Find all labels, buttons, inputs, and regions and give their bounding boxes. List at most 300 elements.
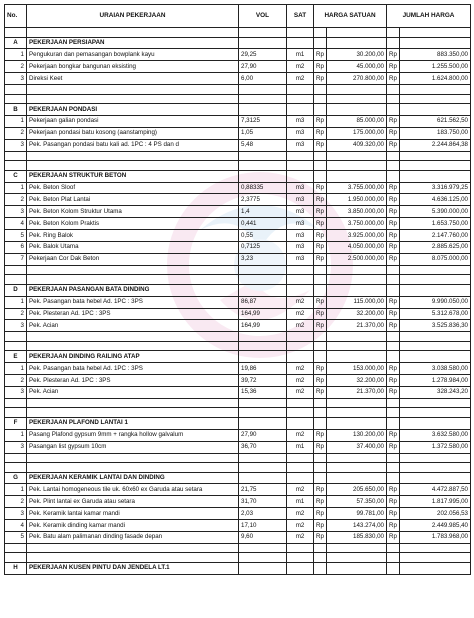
item-no: 1 [5,49,27,61]
item-unit-price: 57.350,00 [327,496,387,508]
item-unit-price: 32.200,00 [327,375,387,387]
item-unit: m2 [287,363,314,375]
item-no: 2 [5,308,27,320]
header-no: No. [5,5,27,28]
item-no: 4 [5,520,27,532]
empty-cell [400,104,471,116]
empty-cell [287,562,314,574]
section-title: PEKERJAAN KERAMIK LANTAI DAN DINDING [27,472,239,484]
item-price-currency: Rp [314,508,327,520]
item-description: Pek. Beton Kolom Praktis [27,218,239,230]
item-description: Pek. Beton Sloof [27,182,239,194]
empty-cell [239,104,287,116]
table-row [5,230,471,242]
item-unit-price: 3.850.000,00 [327,206,387,218]
item-unit-price: 4.050.000,00 [327,241,387,253]
item-total-price: 328.243,20 [400,386,471,398]
item-unit-price: 185.830,00 [327,532,387,544]
item-unit: m2 [287,532,314,544]
item-price-currency: Rp [314,49,327,61]
empty-cell [239,284,287,296]
item-unit-price: 153.000,00 [327,363,387,375]
item-total-currency: Rp [387,429,400,441]
section-title: PEKERJAAN STRUKTUR BETON [27,170,239,182]
item-unit: m2 [287,484,314,496]
table-row [5,508,471,520]
section-header-row [5,37,471,49]
table-row [5,182,471,194]
item-unit: m2 [287,296,314,308]
item-total-currency: Rp [387,230,400,242]
empty-cell [287,472,314,484]
empty-cell [400,562,471,574]
section-title: PEKERJAAN PLAFOND LANTAI 1 [27,417,239,429]
empty-cell [314,284,327,296]
section-letter: G [5,472,27,484]
empty-cell [314,351,327,363]
item-description: Pek. Plesteran Ad. 1PC : 3PS [27,375,239,387]
item-total-price: 3.038.580,00 [400,363,471,375]
empty-cell [400,37,471,49]
section-header-row [5,284,471,296]
empty-cell [239,417,287,429]
item-description: Pasangan list gypsum 10cm [27,441,239,453]
item-unit: m3 [287,241,314,253]
item-volume: 27,90 [239,429,287,441]
item-volume: 86,87 [239,296,287,308]
item-total-currency: Rp [387,194,400,206]
section-header-row [5,104,471,116]
empty-cell [314,417,327,429]
empty-cell [239,37,287,49]
item-unit-price: 3.750.000,00 [327,218,387,230]
item-unit-price: 409.320,00 [327,139,387,151]
item-volume: 27,90 [239,61,287,73]
table-row [5,206,471,218]
item-total-price: 8.075.000,00 [400,253,471,265]
item-unit: m3 [287,194,314,206]
item-unit-price: 270.800,00 [327,73,387,85]
item-volume: 36,70 [239,441,287,453]
item-total-currency: Rp [387,139,400,151]
table-row [5,441,471,453]
item-price-currency: Rp [314,241,327,253]
item-no: 1 [5,182,27,194]
spacer-row [5,332,471,342]
item-unit-price: 32.200,00 [327,308,387,320]
item-price-currency: Rp [314,532,327,544]
section-title: PEKERJAAN KUSEN PINTU DAN JENDELA LT.1 [27,562,239,574]
spacer-row [5,275,471,285]
empty-cell [239,170,287,182]
item-unit-price: 205.650,00 [327,484,387,496]
item-unit: m3 [287,182,314,194]
item-total-price: 883.350,00 [400,49,471,61]
table-row [5,61,471,73]
item-no: 2 [5,496,27,508]
table-row [5,253,471,265]
item-no: 1 [5,484,27,496]
item-price-currency: Rp [314,441,327,453]
item-total-price: 1.278.984,00 [400,375,471,387]
table-row [5,218,471,230]
item-no: 1 [5,363,27,375]
spacer-row [5,85,471,95]
item-description: Pekerjaan galian pondasi [27,115,239,127]
item-no: 2 [5,375,27,387]
item-no: 5 [5,230,27,242]
table-row [5,115,471,127]
table-row [5,520,471,532]
item-total-currency: Rp [387,61,400,73]
item-volume: 5,48 [239,139,287,151]
item-total-price: 3.316.979,25 [400,182,471,194]
item-unit: m3 [287,127,314,139]
empty-cell [314,562,327,574]
item-price-currency: Rp [314,218,327,230]
empty-cell [287,351,314,363]
item-unit-price: 2.500.000,00 [327,253,387,265]
item-volume: 19,86 [239,363,287,375]
item-volume: 17,10 [239,520,287,532]
section-letter: A [5,37,27,49]
item-total-price: 2.449.985,40 [400,520,471,532]
item-unit-price: 175.000,00 [327,127,387,139]
empty-cell [400,351,471,363]
table-row [5,241,471,253]
item-total-price: 202.056,53 [400,508,471,520]
empty-cell [314,472,327,484]
item-no: 2 [5,61,27,73]
empty-cell [287,37,314,49]
item-unit: m2 [287,386,314,398]
table-row [5,484,471,496]
table-row [5,127,471,139]
item-price-currency: Rp [314,182,327,194]
item-total-price: 1.783.968,00 [400,532,471,544]
empty-cell [314,104,327,116]
item-total-currency: Rp [387,375,400,387]
item-unit-price: 3.925.000,00 [327,230,387,242]
item-unit-price: 3.755.000,00 [327,182,387,194]
spacer-row [5,408,471,418]
item-no: 2 [5,127,27,139]
item-no: 3 [5,508,27,520]
item-unit-price: 21.370,00 [327,320,387,332]
item-volume: 31,70 [239,496,287,508]
item-price-currency: Rp [314,206,327,218]
item-no: 3 [5,206,27,218]
item-total-price: 5.390.000,00 [400,206,471,218]
item-unit-price: 85.000,00 [327,115,387,127]
section-title: PEKERJAAN PASANGAN BATA DINDING [27,284,239,296]
empty-cell [327,37,387,49]
item-volume: 1,05 [239,127,287,139]
table-row [5,375,471,387]
section-letter: F [5,417,27,429]
item-unit: m2 [287,429,314,441]
item-description: Pek. Pasangan bata hebel Ad. 1PC : 3PS [27,296,239,308]
item-no: 1 [5,115,27,127]
item-no: 1 [5,296,27,308]
item-unit: m3 [287,218,314,230]
item-price-currency: Rp [314,115,327,127]
empty-cell [314,170,327,182]
item-total-currency: Rp [387,532,400,544]
item-price-currency: Rp [314,363,327,375]
empty-cell [239,351,287,363]
table-row [5,386,471,398]
spacer-row [5,398,471,408]
item-description: Pek. Lantai homogeneous tile uk. 60x60 ex Garuda atau setara [27,484,239,496]
item-volume: 6,00 [239,73,287,85]
item-description: Pek. Pasangan pondasi batu kali ad. 1PC : 4 PS dan d [27,139,239,151]
table-row [5,308,471,320]
item-total-price: 9.990.050,00 [400,296,471,308]
item-volume: 164,99 [239,320,287,332]
item-no: 1 [5,429,27,441]
section-letter: H [5,562,27,574]
item-unit-price: 99.781,00 [327,508,387,520]
empty-cell [327,351,387,363]
item-unit: m3 [287,253,314,265]
section-title: PEKERJAAN PONDASI [27,104,239,116]
empty-cell [400,417,471,429]
item-volume: 9,60 [239,532,287,544]
spacer-row [5,28,471,38]
item-description: Pek. Beton Kolom Struktur Utama [27,206,239,218]
item-description: Pek. Batu alam palimanan dinding fasade depan [27,532,239,544]
item-unit-price: 21.370,00 [327,386,387,398]
section-header-row [5,472,471,484]
item-description: Pek. Keramik lantai kamar mandi [27,508,239,520]
item-unit-price: 115.000,00 [327,296,387,308]
empty-cell [400,170,471,182]
spacer-row [5,265,471,275]
item-unit: m2 [287,520,314,532]
section-header-row [5,417,471,429]
table-row [5,139,471,151]
table-row [5,496,471,508]
item-price-currency: Rp [314,230,327,242]
item-volume: 2,3775 [239,194,287,206]
item-total-currency: Rp [387,363,400,375]
item-total-currency: Rp [387,386,400,398]
table-row [5,194,471,206]
item-no: 5 [5,532,27,544]
section-letter: D [5,284,27,296]
item-no: 6 [5,241,27,253]
item-volume: 15,36 [239,386,287,398]
table-row [5,49,471,61]
item-price-currency: Rp [314,484,327,496]
item-unit-price: 30.200,00 [327,49,387,61]
table-row [5,532,471,544]
item-unit: m3 [287,206,314,218]
item-description: Pasang Plafond gypsum 9mm + rangka hollow galvalum [27,429,239,441]
item-total-price: 5.312.678,00 [400,308,471,320]
item-volume: 39,72 [239,375,287,387]
item-price-currency: Rp [314,139,327,151]
empty-cell [239,472,287,484]
item-description: Pek. Pasangan bata hebel Ad. 1PC : 3PS [27,363,239,375]
item-total-currency: Rp [387,241,400,253]
item-unit: m1 [287,441,314,453]
item-price-currency: Rp [314,496,327,508]
table-row [5,296,471,308]
header-vol: VOL [239,5,287,28]
item-total-price: 1.624.800,00 [400,73,471,85]
item-total-price: 4.636.125,00 [400,194,471,206]
item-unit: m2 [287,508,314,520]
item-total-currency: Rp [387,296,400,308]
item-total-currency: Rp [387,484,400,496]
item-total-price: 621.562,50 [400,115,471,127]
item-total-currency: Rp [387,441,400,453]
item-total-currency: Rp [387,308,400,320]
item-volume: 29,25 [239,49,287,61]
item-no: 3 [5,386,27,398]
item-total-price: 1.255.500,00 [400,61,471,73]
item-unit-price: 1.950.000,00 [327,194,387,206]
spacer-row [5,553,471,563]
empty-cell [287,170,314,182]
item-description: Direksi Keet [27,73,239,85]
item-description: Pekerjaan bongkar bangunan eksisting [27,61,239,73]
empty-cell [387,351,400,363]
item-description: Pek. Beton Plat Lantai [27,194,239,206]
header-uraian: URAIAN PEKERJAAN [27,5,239,28]
empty-cell [327,472,387,484]
item-total-currency: Rp [387,115,400,127]
empty-cell [387,284,400,296]
item-volume: 0,55 [239,230,287,242]
item-total-price: 3.525.836,30 [400,320,471,332]
item-price-currency: Rp [314,73,327,85]
spacer-row [5,463,471,473]
item-price-currency: Rp [314,386,327,398]
spacer-row [5,161,471,171]
item-total-price: 183.750,00 [400,127,471,139]
item-total-price: 1.372.580,00 [400,441,471,453]
item-unit-price: 37.400,00 [327,441,387,453]
item-unit: m3 [287,115,314,127]
item-total-currency: Rp [387,253,400,265]
item-price-currency: Rp [314,308,327,320]
item-no: 3 [5,73,27,85]
item-volume: 0,441 [239,218,287,230]
item-unit-price: 130.200,00 [327,429,387,441]
item-description: Pengukuran dan pemasangan bowplank kayu [27,49,239,61]
item-no: 2 [5,194,27,206]
item-total-currency: Rp [387,182,400,194]
item-no: 3 [5,139,27,151]
item-volume: 0,88335 [239,182,287,194]
empty-cell [327,104,387,116]
item-unit: m3 [287,139,314,151]
item-description: Pek. Plint lantai ex Garuda atau setara [27,496,239,508]
item-description: Pekerjaan pondasi batu kosong (aanstamping) [27,127,239,139]
item-total-currency: Rp [387,49,400,61]
section-title: PEKERJAAN PERSIAPAN [27,37,239,49]
empty-cell [287,284,314,296]
spacer-row [5,94,471,104]
item-price-currency: Rp [314,127,327,139]
item-volume: 2,03 [239,508,287,520]
item-volume: 21,75 [239,484,287,496]
item-unit: m2 [287,320,314,332]
item-unit-price: 143.274,00 [327,520,387,532]
item-total-price: 2.147.760,00 [400,230,471,242]
item-price-currency: Rp [314,296,327,308]
empty-cell [387,472,400,484]
empty-cell [327,284,387,296]
header-jumlah-harga: JUMLAH HARGA [387,5,471,28]
item-total-currency: Rp [387,73,400,85]
empty-cell [327,170,387,182]
header-harga-satuan: HARGA SATUAN [314,5,387,28]
empty-cell [327,562,387,574]
item-price-currency: Rp [314,253,327,265]
item-unit: m2 [287,375,314,387]
item-price-currency: Rp [314,429,327,441]
item-total-currency: Rp [387,496,400,508]
spacer-row [5,151,471,161]
item-price-currency: Rp [314,194,327,206]
table-row [5,429,471,441]
item-description: Pekerjaan Cor Dak Beton [27,253,239,265]
table-row [5,73,471,85]
section-header-row [5,351,471,363]
item-volume: 7,3125 [239,115,287,127]
section-header-row [5,170,471,182]
item-total-currency: Rp [387,320,400,332]
item-description: Pek. Acian [27,386,239,398]
item-volume: 3,23 [239,253,287,265]
item-unit: m1 [287,496,314,508]
item-description: Pek. Ring Balok [27,230,239,242]
spacer-row [5,543,471,553]
empty-cell [387,104,400,116]
item-no: 3 [5,441,27,453]
item-unit-price: 45.000,00 [327,61,387,73]
item-description: Pek. Balok Utama [27,241,239,253]
table-row [5,363,471,375]
item-no: 4 [5,218,27,230]
empty-cell [327,417,387,429]
item-total-price: 2.885.625,00 [400,241,471,253]
item-total-currency: Rp [387,127,400,139]
item-total-currency: Rp [387,206,400,218]
item-unit: m2 [287,308,314,320]
section-letter: B [5,104,27,116]
item-total-price: 3.632.580,00 [400,429,471,441]
empty-cell [387,562,400,574]
item-unit: m2 [287,61,314,73]
empty-cell [387,417,400,429]
item-volume: 0,7125 [239,241,287,253]
item-total-currency: Rp [387,508,400,520]
table-row [5,320,471,332]
header-sat: SAT [287,5,314,28]
empty-cell [400,284,471,296]
item-volume: 1,4 [239,206,287,218]
spacer-row [5,341,471,351]
empty-cell [387,37,400,49]
spacer-row [5,453,471,463]
item-unit: m2 [287,73,314,85]
section-title: PEKERJAAN DINDING RAILING ATAP [27,351,239,363]
